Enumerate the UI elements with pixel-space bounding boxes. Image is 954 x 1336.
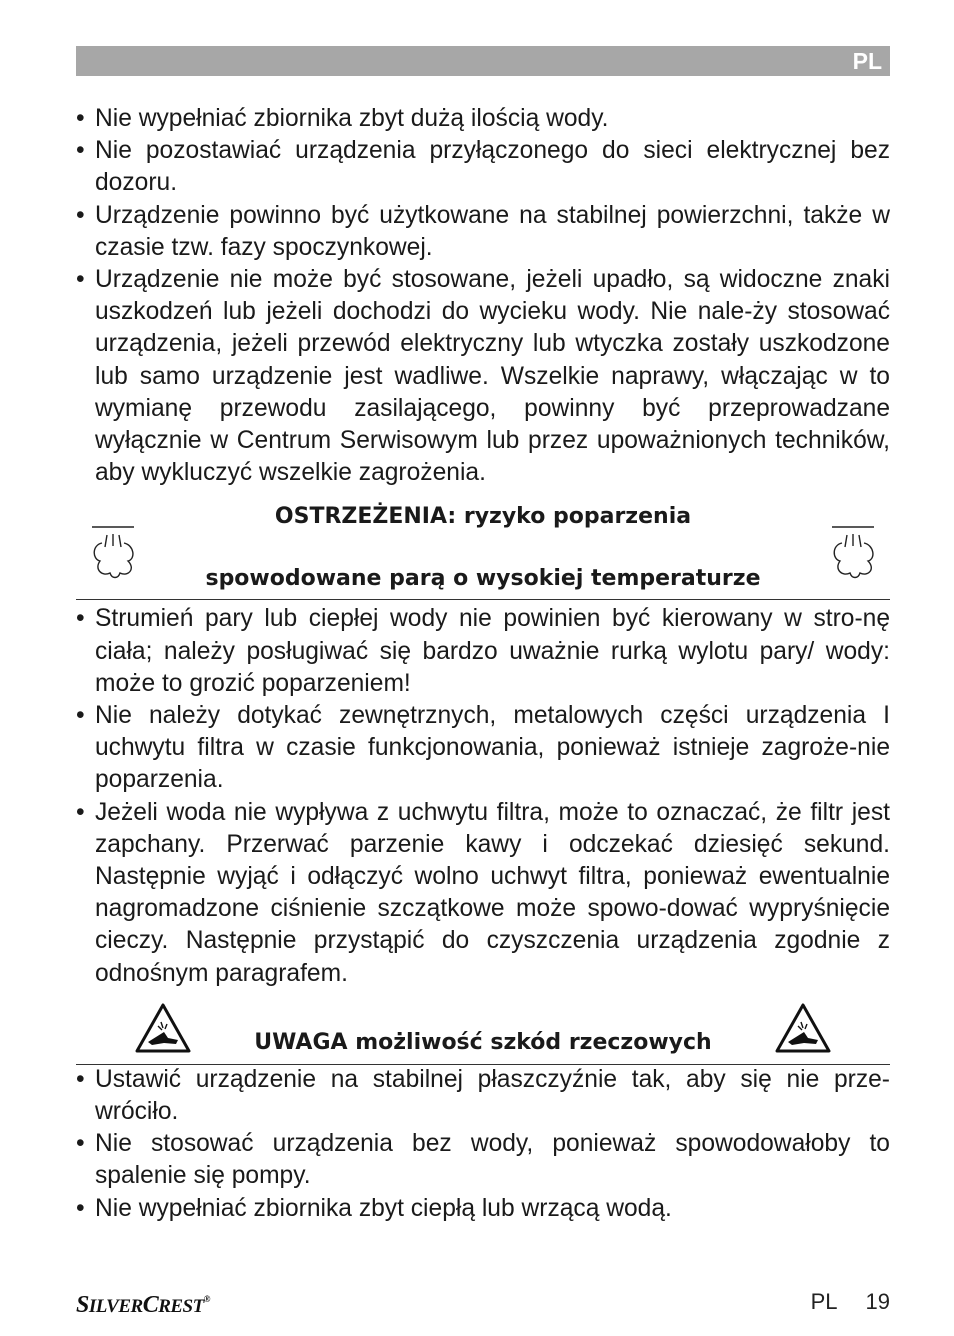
list-item: • Nie pozostawiać urządzenia przyłączonego do sieci elektrycznej bez dozoru. — [76, 135, 890, 199]
safety-list-general — [76, 103, 890, 489]
list-item: • Urządzenie powinno być użytkowane na stabilnej powierzchni, także w czasie tzw. fazy spoczynkowej. — [76, 200, 890, 264]
page-content — [76, 103, 890, 1225]
header-bar — [76, 46, 890, 76]
brand-crest-rest: REST — [158, 1296, 204, 1317]
warning-title-line2: spowodowane parą o wysokiej temperaturze — [205, 566, 761, 592]
brand-crest-cap: C — [142, 1292, 159, 1318]
page-number: 19 — [865, 1289, 890, 1314]
section-divider — [76, 599, 890, 600]
hot-steam-icon — [828, 525, 878, 583]
brand-silver-cap: S — [76, 1292, 89, 1318]
page-footer — [811, 1289, 890, 1315]
steam-warning-heading — [76, 503, 890, 603]
footer-language: PL — [810, 1289, 838, 1314]
list-item: • Nie wypełniać zbiornika zbyt ciepłą lub wrzącą wodą. — [76, 1193, 890, 1225]
caution-heading — [76, 1004, 890, 1064]
list-item: • Nie wypełniać zbiornika zbyt dużą ilością wody. — [76, 103, 890, 135]
safety-list-property — [76, 1064, 890, 1225]
warning-title-line1: OSTRZEŻENIA: ryzyko poparzenia — [274, 504, 692, 530]
list-item: • Nie należy dotykać zewnętrznych, metalowych części urządzenia I uchwytu filtra w czasie funkcjonowania, ponieważ istnieje zagroże-nie poparzenia. — [76, 700, 890, 797]
caution-title: UWAGA możliwość szkód rzeczowych — [254, 1029, 712, 1055]
list-item: • Nie stosować urządzenia bez wody, ponieważ spowodowałoby to spalenie się pompy. — [76, 1128, 890, 1192]
list-item: • Jeżeli woda nie wypływa z uchwytu filtra, może to oznaczać, że filtr jest zapchany. Przerwać parzenie kawy i odczekać dziesięć sekund. Następnie wyjąć i odłączyć wolno uchwyt filtra, ponieważ ewentualnie nagromadzone ciśnienie szczątkowe może spowo-dować wypryśnięcie cieczy. Następnie przystąpić do czyszczenia urządzenia zgodnie z odnośnym paragrafem. — [76, 797, 890, 990]
list-item: • Ustawić urządzenie na stabilnej płaszczyźnie tak, aby się nie prze-wróciło. — [76, 1064, 890, 1128]
registered-mark: ® — [203, 1294, 210, 1304]
brand-logo — [76, 1292, 210, 1319]
language-badge: PL — [852, 48, 882, 74]
caution-triangle-icon — [774, 1002, 832, 1054]
list-item: • Urządzenie nie może być stosowane, jeżeli upadło, są widoczne znaki uszkodzeń lub jeżeli dochodzi do wycieku wody. Nie nale-ży stosować urządzenia, jeżeli przewód elektryczny lub wtyczka zostały uszkodzone lub samo urządzenie jest wadliwe. Wszelkie naprawy, włączając w to wymianę przewodu zasilającego, powinny być przeprowadzane wyłącznie w Centrum Serwisowym lub przez upoważnionych techników, aby wykluczyć wszelkie zagrożenia. — [76, 264, 890, 489]
list-item: • Strumień pary lub ciepłej wody nie powinien być kierowany w stro-nę ciała; należy posługiwać się bardzo uważnie rurką wylotu pary/ wody: może to grozić poparzeniem! — [76, 603, 890, 700]
hot-steam-icon — [88, 525, 138, 583]
brand-silver-rest: ILVER — [88, 1296, 143, 1317]
safety-list-steam — [76, 603, 890, 989]
